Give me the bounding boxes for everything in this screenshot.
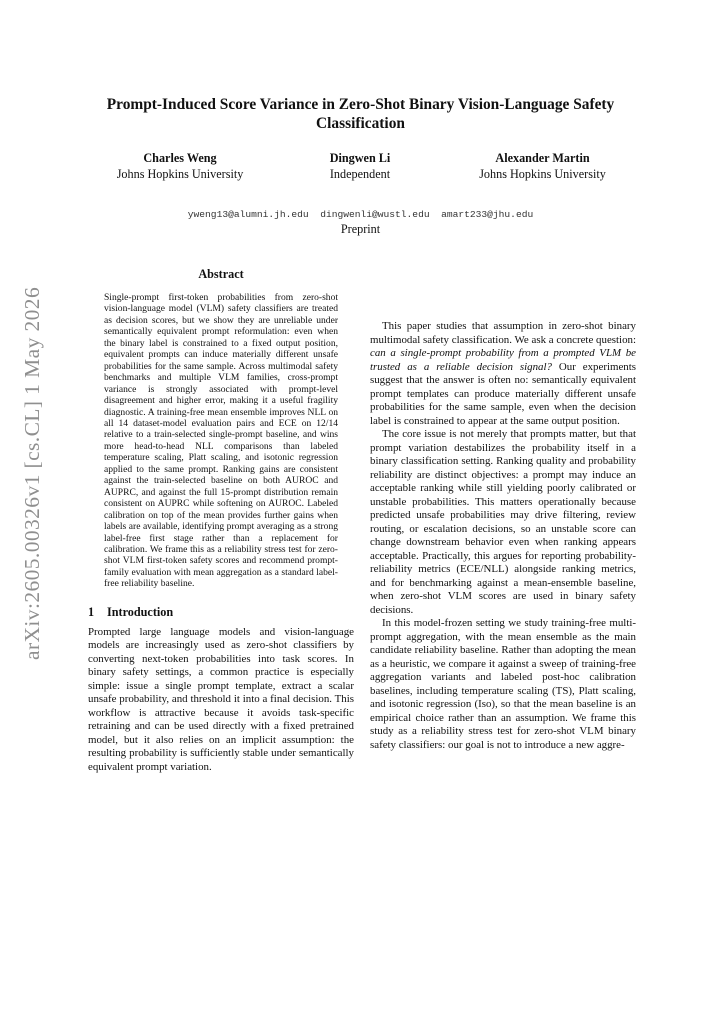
author-name: Alexander Martin	[495, 151, 590, 165]
author-emails: yweng13@alumni.jh.edu dingwenli@wustl.edu amart233@jhu.edu	[187, 209, 534, 220]
intro-paragraph-4: In this model-frozen setting we study training-free multi-prompt aggregation, with the mean ensemble as the main candidate reliability baseline. Rather than adopting the mean as a heuristic, we compare it against a sweep of training-free aggregation variants and labeled post-hoc calibration baselines, including temperature scaling (TS), Platt scaling, and isotonic regression (Iso), so that the mean baseline is an empirical choice rather than an assumption. We frame this study as a reliability stress test for zero-shot VLM binary safety classifiers: our goal is not to introduce a new aggre-	[370, 617, 636, 751]
intro-paragraph-2	[370, 320, 636, 428]
left-column	[88, 266, 354, 842]
section-title: Introduction	[107, 604, 174, 619]
right-column	[370, 266, 636, 752]
author-block	[290, 151, 430, 182]
intro-paragraph-1-continued	[370, 266, 636, 320]
intro-paragraph-2-start: This paper studies that assumption in zero-shot binary multimodal safety classification. We ask a concrete question:	[370, 320, 636, 346]
research-question: can a single-prompt probability from a prompted VLM be trusted as a reliable decision signal?	[370, 347, 636, 373]
author-name: Dingwen Li	[329, 151, 391, 165]
intro-paragraph-3: The core issue is not merely that prompts matter, but that prompt variation destabilizes the probability itself in a binary classification setting. Ranking quality and probability reliability are distinct objectives: a prompt may induce an acceptable ranking while still yielding poorly calibrated or unstable probabilities. This matters operationally because predicted unsafe probabilities may drive filtering, review routing, or escalation decisions, so an unstable score can change downstream behavior even when ranking appears acceptable. Practically, this argues for reporting probability-reliability metrics (ECE/NLL) alongside ranking metrics, and for benchmarking against a mean-ensemble baseline, when zero-shot VLM scores are used in binary safety decisions.	[370, 428, 636, 616]
preprint-label: Preprint	[340, 222, 381, 236]
abstract-heading: Abstract	[198, 267, 244, 281]
intro-paragraph-2-end: Our experiments suggest that the answer is often no: semantically equivalent prompt templates can produce materially different unsafe probabilities for the same sample, even when the decision label is constrained to appear at the same output position.	[370, 360, 637, 427]
author-affiliation: Johns Hopkins University	[479, 166, 606, 181]
abstract-text: Single-prompt first-token probabilities from zero-shot vision-language model (VLM) safety classifiers are treated as decision scores, but we show they are unreliable under semantically equivalent prompt reformulation: even when the binary label is constrained to a fixed output position, equivalent prompts can induce materially different unsafe probabilities for the same sample. Across multimodal safety benchmarks and multiple VLM families, cross-prompt variance is strongly associated with prompt-level disagreement and higher error, making it a useful fragility diagnostic. A training-free mean ensemble improves NLL on all 14 dataset-model evaluation pairs and ECE on 12/14 relative to a train-selected single-prompt baseline, and wins more head-to-head NLL comparisons than labeled temperature scaling, Platt scaling, and isotonic regression applied to the same prompt. Ranking gains are consistent against the train-selected baseline on both AUROC and AUPRC, and against the full 15-prompt distribution remain consistent on AUPRC while softening on AUROC. Labeled calibration on top of the mean provides further gains when labels are available, identifying prompt averaging as a strong label-free first stage rather than a replacement for calibration. We frame this as a reliability stress test for zero-shot VLM first-token safety scores and recommend prompt-family evaluation with mean aggregation as a standard label-free reliability baseline.	[104, 292, 338, 590]
author-affiliation: Johns Hopkins University	[116, 166, 244, 181]
author-block	[455, 151, 630, 182]
author-block	[95, 151, 265, 182]
section-heading-introduction	[88, 604, 354, 620]
intro-paragraph-1: Prompted large language models and vision-language models are increasingly used as zero-shot classifiers by converting next-token probabilities into task scores. In binary safety settings, a common practice is especially simple: issue a single prompt template, extract a scalar unsafe probability, and threshold it into a final decision. This workflow is attractive because it avoids task-specific retraining and can be used directly with a fixed pretrained model, but it also relies on an implicit assumption: the resulting probability is sufficiently stable under semantically equivalent prompt variation.	[88, 625, 354, 773]
arxiv-identifier-stamp: arXiv:2605.00326v1 [cs.CL] 1 May 2026	[20, 286, 44, 660]
author-affiliation: Independent	[329, 166, 391, 181]
author-name: Charles Weng	[143, 151, 217, 165]
paper-title: Prompt-Induced Score Variance in Zero-Shot Binary Vision-Language Safety Classification	[106, 96, 615, 132]
section-number: 1	[88, 604, 95, 619]
